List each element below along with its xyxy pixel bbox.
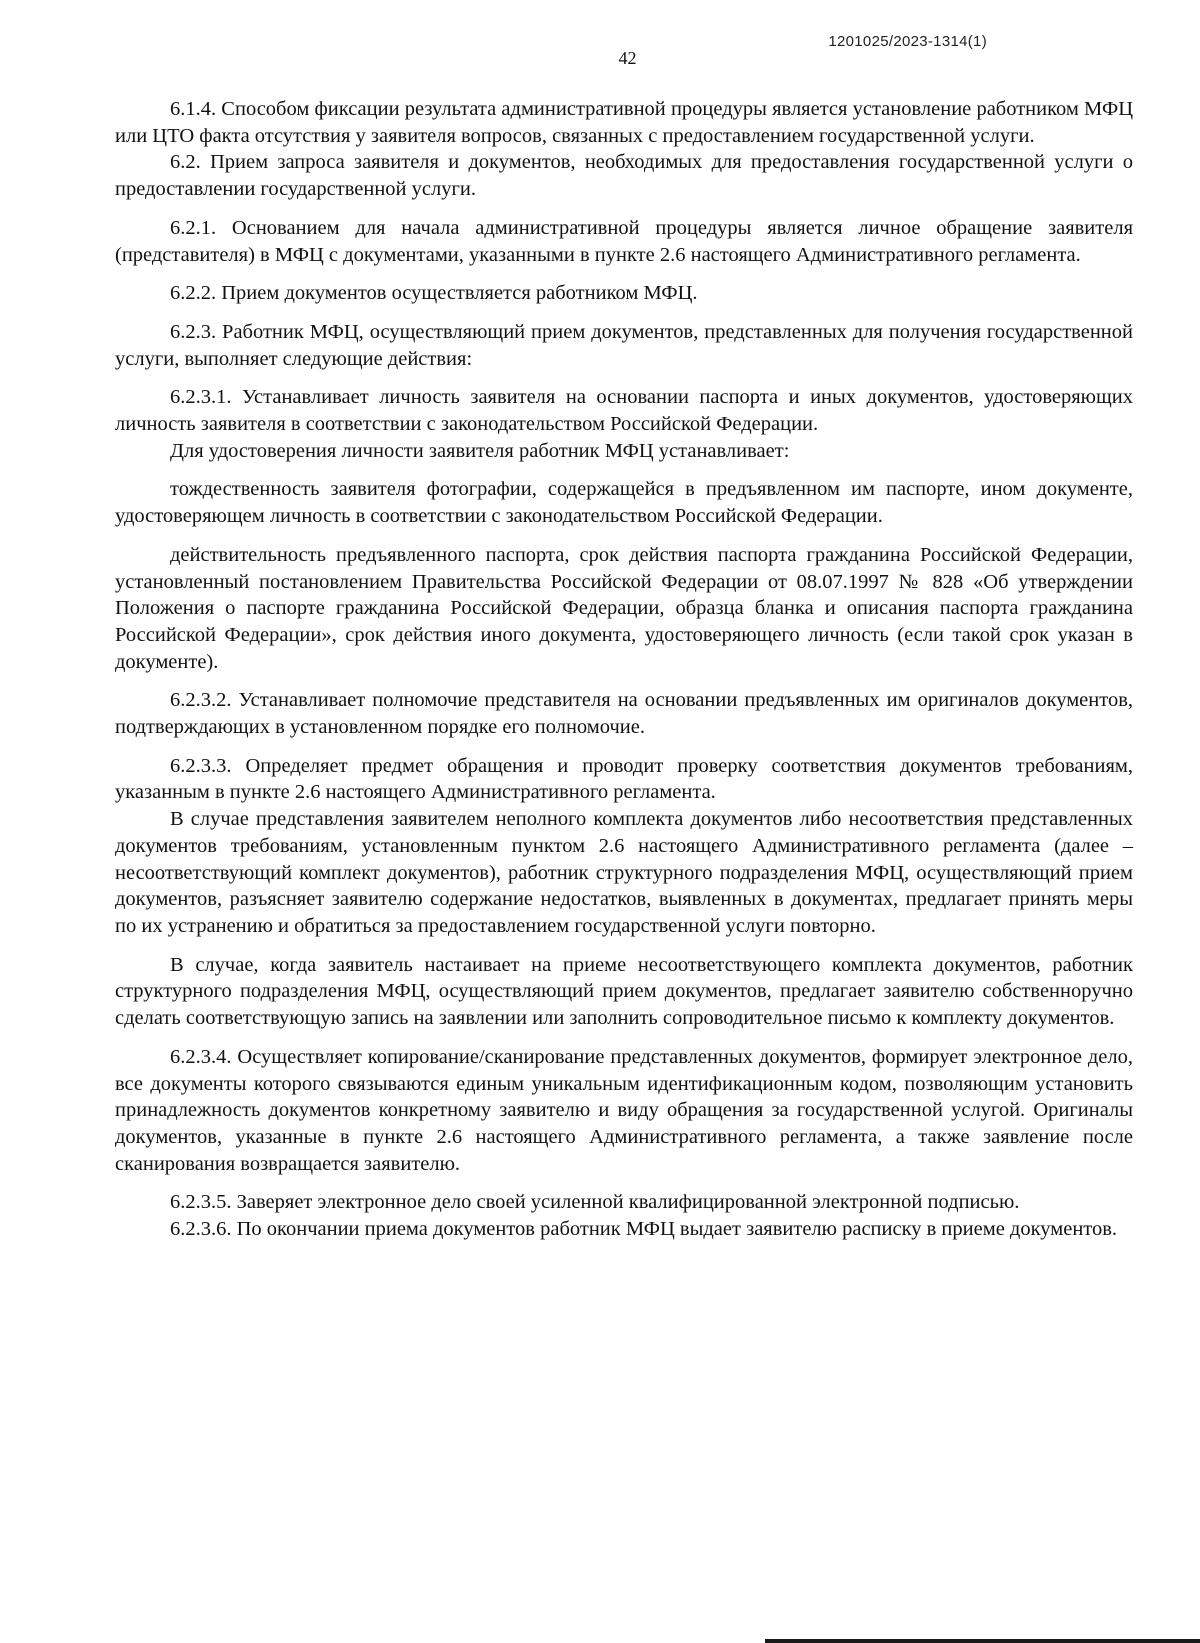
document-body: [115, 96, 1133, 1243]
paragraph-6-2: 6.2. Прием запроса заявителя и документов, необходимых для предоставления государственной услуги о предоставлении государственной услуги.: [115, 151, 1133, 201]
paragraph-passport-validity: действительность предъявленного паспорта, срок действия паспорта гражданина Российской Федерации, установленный постановлением Правительства Российской Федерации от 08.07.1997 № 828 «Об утверждении Положения о паспорте гражданина Российской Федерации, образца бланка и описания паспорта гражданина Российской Федерации», срок действия иного документа, удостоверяющего личность (если такой срок указан в документе).: [115, 543, 1133, 673]
paragraph-6-2-3-2: 6.2.3.2. Устанавливает полномочие представителя на основании предъявленных им оригиналов документов, подтверждающих в установленном порядке его полномочие.: [115, 689, 1133, 739]
paragraph-6-2-3-1: 6.2.3.1. Устанавливает личность заявителя на основании паспорта и иных документов, удостоверяющих личность заявителя в соответствии с законодательством Российской Федерации.: [115, 386, 1133, 436]
paragraph-6-2-2: 6.2.2. Прием документов осуществляется работником МФЦ.: [170, 282, 698, 305]
paragraph-6-2-3-3: 6.2.3.3. Определяет предмет обращения и проводит проверку соответствия документов требованиям, указанным в пункте 2.6 настоящего Административного регламента.: [115, 754, 1133, 804]
page-number: 42: [618, 48, 637, 68]
paragraph-6-2-3-5: 6.2.3.5. Заверяет электронное дело своей усиленной квалифицированной электронной подписью.: [170, 1191, 1020, 1214]
paragraph-6-2-1: 6.2.1. Основанием для начала административной процедуры является личное обращение заявителя (представителя) в МФЦ с документами, указанными в пункте 2.6 настоящего Административного регламента.: [115, 216, 1133, 266]
paragraph-identity-photo: тождественность заявителя фотографии, содержащейся в предъявленном им паспорте, ином документе, удостоверяющем личность в соответствии с законодательством Российской Федерации.: [115, 478, 1133, 528]
paragraph-6-2-3: 6.2.3. Работник МФЦ, осуществляющий прием документов, представленных для получения государственной услуги, выполняет следующие действия:: [115, 320, 1133, 370]
paragraph-6-2-3-4: 6.2.3.4. Осуществляет копирование/сканирование представленных документов, формирует электронное дело, все документы которого связываются единым уникальным идентификационным кодом, позволяющим установить принадлежность документов конкретному заявителю и виду обращения за государственной услугой. Оригиналы документов, указанные в пункте 2.6 настоящего Административного регламента, а также заявление после сканирования возвращается заявителю.: [115, 1045, 1133, 1175]
paragraph-6-2-3-6: 6.2.3.6. По окончании приема документов работник МФЦ выдает заявителю расписку в приеме документов.: [170, 1218, 1118, 1241]
paragraph-incomplete-set: В случае представления заявителем неполного комплекта документов либо несоответствия представленных документов требованиям, установленным пунктом 2.6 настоящего Административного регламента (далее – несоответствующий комплект документов), работник структурного подразделения МФЦ, осуществляющий прием документов, разъясняет заявителю содержание недостатков, выявленных в документах, предлагает принять меры по их устранению и обратиться за предоставлением государственной услуги повторно.: [115, 808, 1133, 937]
paragraph-applicant-insists: В случае, когда заявитель настаивает на приеме несоответствующего комплекта документов, работник структурного подразделения МФЦ, осуществляющий прием документов, предлагает заявителю собственноручно сделать соответствующую запись на заявлении или заполнить сопроводительное письмо к комплекту документов.: [115, 953, 1133, 1030]
paragraph-6-1-4: 6.1.4. Способом фиксации результата административной процедуры является установление работником МФЦ или ЦТО факта отсутствия у заявителя вопросов, связанных с предоставлением государственной услуги.: [115, 98, 1133, 147]
bottom-divider: [765, 1639, 1200, 1643]
paragraph-identity-intro: Для удостоверения личности заявителя работник МФЦ устанавливает:: [170, 439, 790, 462]
document-number: 1201025/2023-1314(1): [828, 33, 987, 50]
